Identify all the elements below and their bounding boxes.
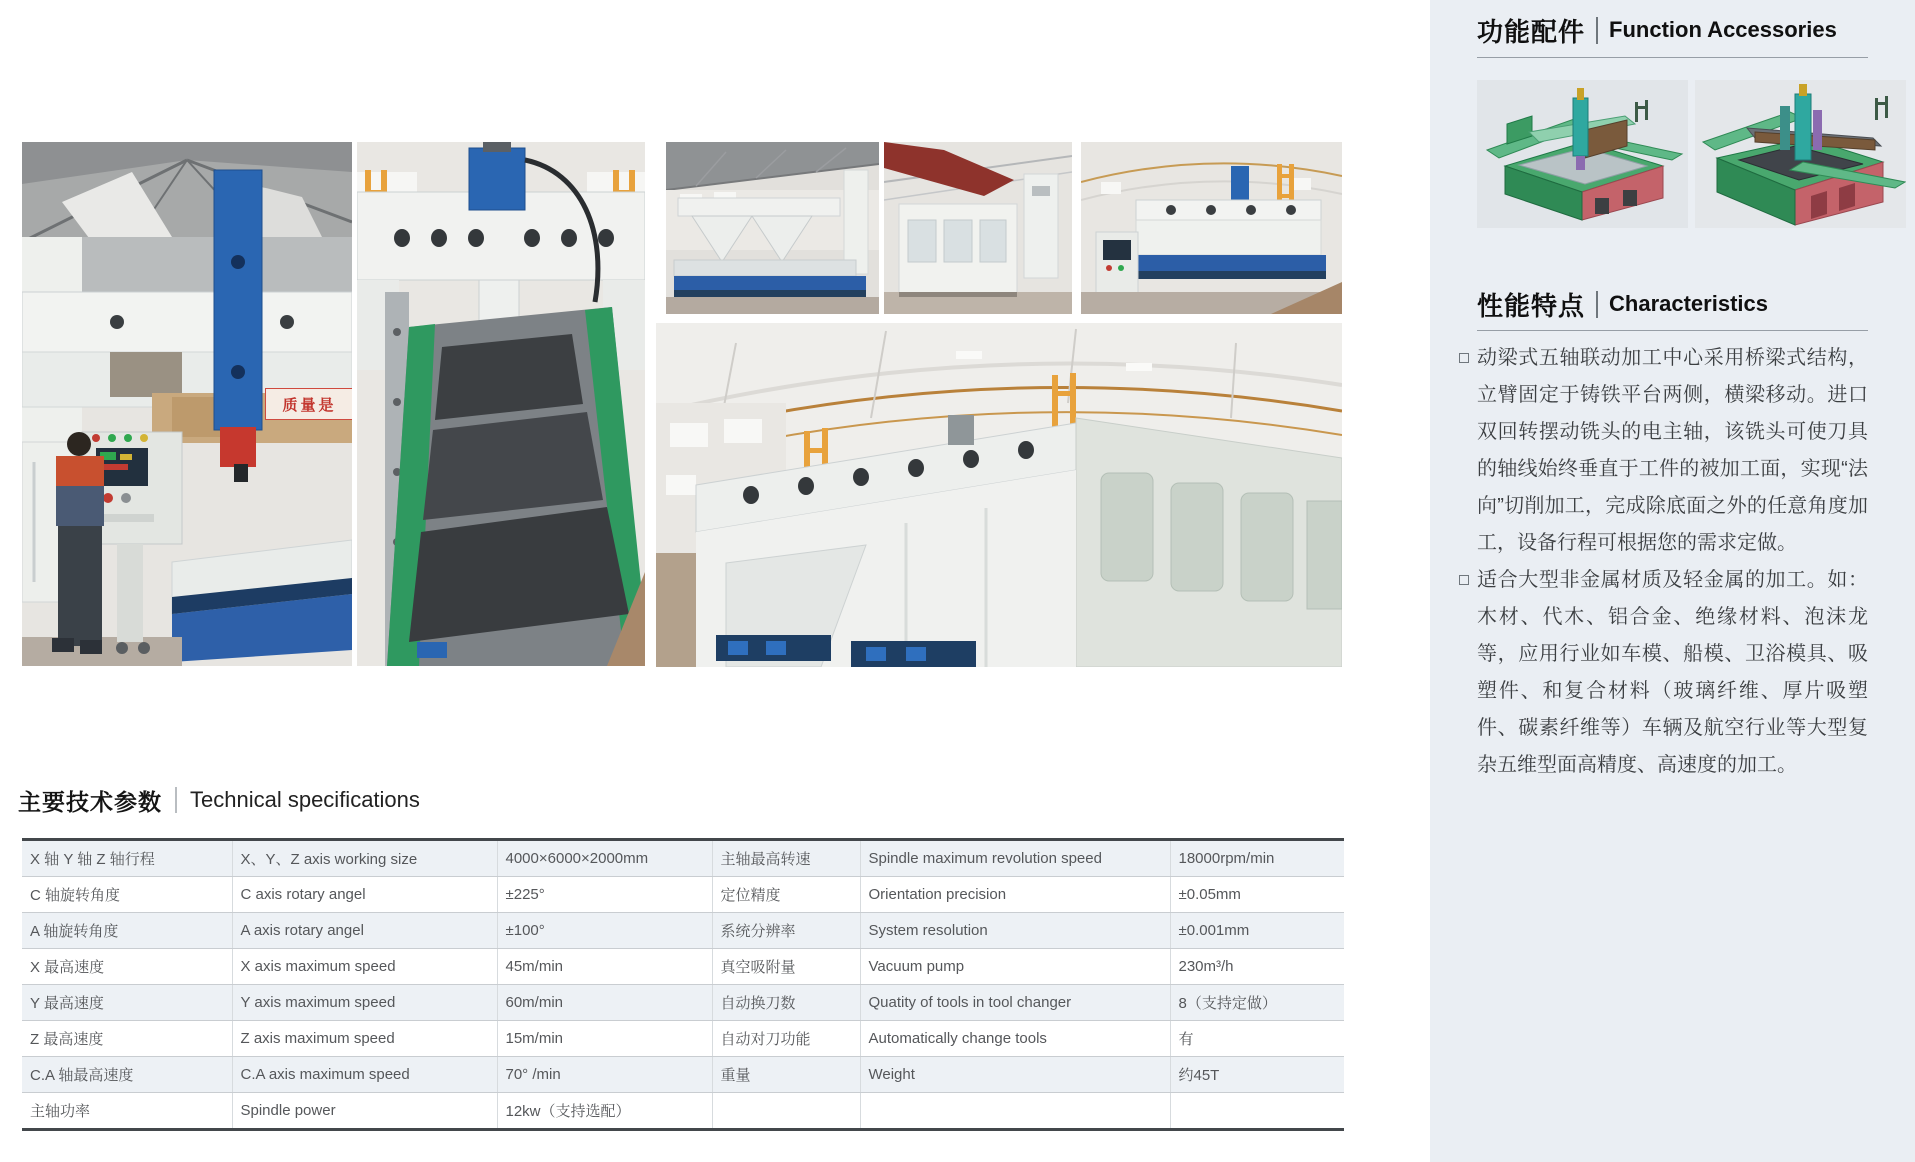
characteristics-title-zh: 性能特点 bbox=[1477, 290, 1586, 321]
spec-title-en: Technical specifications bbox=[190, 787, 420, 812]
photo-machine-cabin bbox=[884, 142, 1072, 314]
photo-machine-bed-image bbox=[357, 142, 645, 666]
spec-row bbox=[22, 1021, 1344, 1057]
title-separator bbox=[175, 787, 177, 813]
spec-cell: Weight bbox=[860, 1057, 1170, 1093]
photo-large-housing-image bbox=[656, 323, 1342, 667]
spec-row bbox=[22, 840, 1344, 877]
photo-machine-workshop-angle bbox=[666, 142, 879, 314]
spec-cell: Vacuum pump bbox=[860, 949, 1170, 985]
cad-render-machine-2 bbox=[1695, 80, 1906, 228]
spec-cell: Spindle maximum revolution speed bbox=[860, 840, 1170, 877]
spec-cell: A axis rotary angel bbox=[232, 913, 497, 949]
cad-render-machine-1-image bbox=[1477, 80, 1688, 228]
accessory-figures bbox=[1477, 80, 1906, 228]
spec-cell: ±100° bbox=[497, 913, 712, 949]
spec-row bbox=[22, 913, 1344, 949]
photo-machine-with-cabinet bbox=[1081, 142, 1342, 314]
cad-render-machine-2-image bbox=[1695, 80, 1906, 228]
spec-cell: System resolution bbox=[860, 913, 1170, 949]
spec-cell: 主轴功率 bbox=[22, 1093, 232, 1130]
spec-cell: 有 bbox=[1170, 1021, 1344, 1057]
characteristic-item: 适合大型非金属材质及轻金属的加工。如：木材、代木、铝合金、绝缘材料、泡沫龙等，应用行业如车模、船模、卫浴模具、吸塑件、和复合材料（玻璃纤维、厚片吸塑件、碳素纤维等）车辆及航空行业等大型复杂五维型面高精度、高速度的加工。 bbox=[1447, 562, 1868, 784]
spec-cell: 系统分辨率 bbox=[712, 913, 860, 949]
spec-cell: 15m/min bbox=[497, 1021, 712, 1057]
spec-cell: Y axis maximum speed bbox=[232, 985, 497, 1021]
spec-cell: 约45T bbox=[1170, 1057, 1344, 1093]
accessories-title-zh: 功能配件 bbox=[1477, 16, 1586, 47]
spec-cell: Y 最高速度 bbox=[22, 985, 232, 1021]
spec-row bbox=[22, 1093, 1344, 1130]
spec-cell: 重量 bbox=[712, 1057, 860, 1093]
spec-cell: 自动对刀功能 bbox=[712, 1021, 860, 1057]
photo-machine-bed-perspective bbox=[357, 142, 645, 666]
quality-banner-text: 质量是 bbox=[282, 396, 337, 414]
spec-cell: Z 最高速度 bbox=[22, 1021, 232, 1057]
spec-table bbox=[22, 838, 1344, 1131]
spec-row bbox=[22, 877, 1344, 913]
spec-cell: Quatity of tools in tool changer bbox=[860, 985, 1170, 1021]
characteristic-item: 动梁式五轴联动加工中心采用桥梁式结构，立臂固定于铸铁平台两侧，横梁移动。进口双回转摆动铣头的电主轴，该铣头可使刀具的轴线始终垂直于工件的被加工面，实现“法向”切削加工，完成除底面之外的任意角度加工，设备行程可根据您的需求定做。 bbox=[1447, 340, 1868, 562]
spec-cell: X 最高速度 bbox=[22, 949, 232, 985]
characteristics-list bbox=[1447, 340, 1868, 784]
spec-cell: A 轴旋转角度 bbox=[22, 913, 232, 949]
divider bbox=[1477, 57, 1868, 58]
spec-cell: ±225° bbox=[497, 877, 712, 913]
spec-cell: Orientation precision bbox=[860, 877, 1170, 913]
spec-cell: Spindle power bbox=[232, 1093, 497, 1130]
photo-machine-cabin-image bbox=[884, 142, 1072, 314]
spec-cell: 主轴最高转速 bbox=[712, 840, 860, 877]
spec-cell: X axis maximum speed bbox=[232, 949, 497, 985]
spec-cell: 12kw（支持选配） bbox=[497, 1093, 712, 1130]
spec-title-zh: 主要技术参数 bbox=[18, 788, 162, 815]
divider bbox=[1477, 330, 1868, 331]
photo-machine-workshop-image bbox=[666, 142, 879, 314]
spec-cell: Z axis maximum speed bbox=[232, 1021, 497, 1057]
heading-separator bbox=[1596, 17, 1598, 44]
spec-cell: Automatically change tools bbox=[860, 1021, 1170, 1057]
photo-machine-cabinet-image bbox=[1081, 142, 1342, 314]
heading-separator bbox=[1596, 291, 1598, 318]
spec-cell: ±0.001mm bbox=[1170, 913, 1344, 949]
spec-row bbox=[22, 1057, 1344, 1093]
spec-cell: C.A 轴最高速度 bbox=[22, 1057, 232, 1093]
spec-cell bbox=[1170, 1093, 1344, 1130]
characteristics-title-en: Characteristics bbox=[1609, 291, 1768, 316]
spec-cell: 18000rpm/min bbox=[1170, 840, 1344, 877]
photo-gantry-machine-operator bbox=[22, 142, 352, 666]
spec-section-title bbox=[18, 783, 420, 817]
spec-cell: 60m/min bbox=[497, 985, 712, 1021]
spec-row bbox=[22, 949, 1344, 985]
spec-cell: ±0.05mm bbox=[1170, 877, 1344, 913]
spec-cell: X、Y、Z axis working size bbox=[232, 840, 497, 877]
spec-cell: C.A axis maximum speed bbox=[232, 1057, 497, 1093]
spec-cell: 定位精度 bbox=[712, 877, 860, 913]
accessories-heading bbox=[1477, 14, 1837, 46]
spec-cell: 8（支持定做） bbox=[1170, 985, 1344, 1021]
cad-render-machine-1 bbox=[1477, 80, 1688, 228]
characteristics-heading bbox=[1477, 288, 1768, 320]
spec-cell: 45m/min bbox=[497, 949, 712, 985]
quality-banner bbox=[265, 388, 352, 420]
accessories-title-en: Function Accessories bbox=[1609, 17, 1837, 42]
spec-cell: C axis rotary angel bbox=[232, 877, 497, 913]
spec-row bbox=[22, 985, 1344, 1021]
spec-cell: 230m³/h bbox=[1170, 949, 1344, 985]
spec-cell: 4000×6000×2000mm bbox=[497, 840, 712, 877]
spec-cell bbox=[712, 1093, 860, 1130]
spec-cell: X 轴 Y 轴 Z 轴行程 bbox=[22, 840, 232, 877]
spec-cell: 自动换刀数 bbox=[712, 985, 860, 1021]
spec-cell: 70° /min bbox=[497, 1057, 712, 1093]
photo-large-housing bbox=[656, 323, 1342, 667]
spec-cell: C 轴旋转角度 bbox=[22, 877, 232, 913]
spec-cell bbox=[860, 1093, 1170, 1130]
spec-cell: 真空吸附量 bbox=[712, 949, 860, 985]
